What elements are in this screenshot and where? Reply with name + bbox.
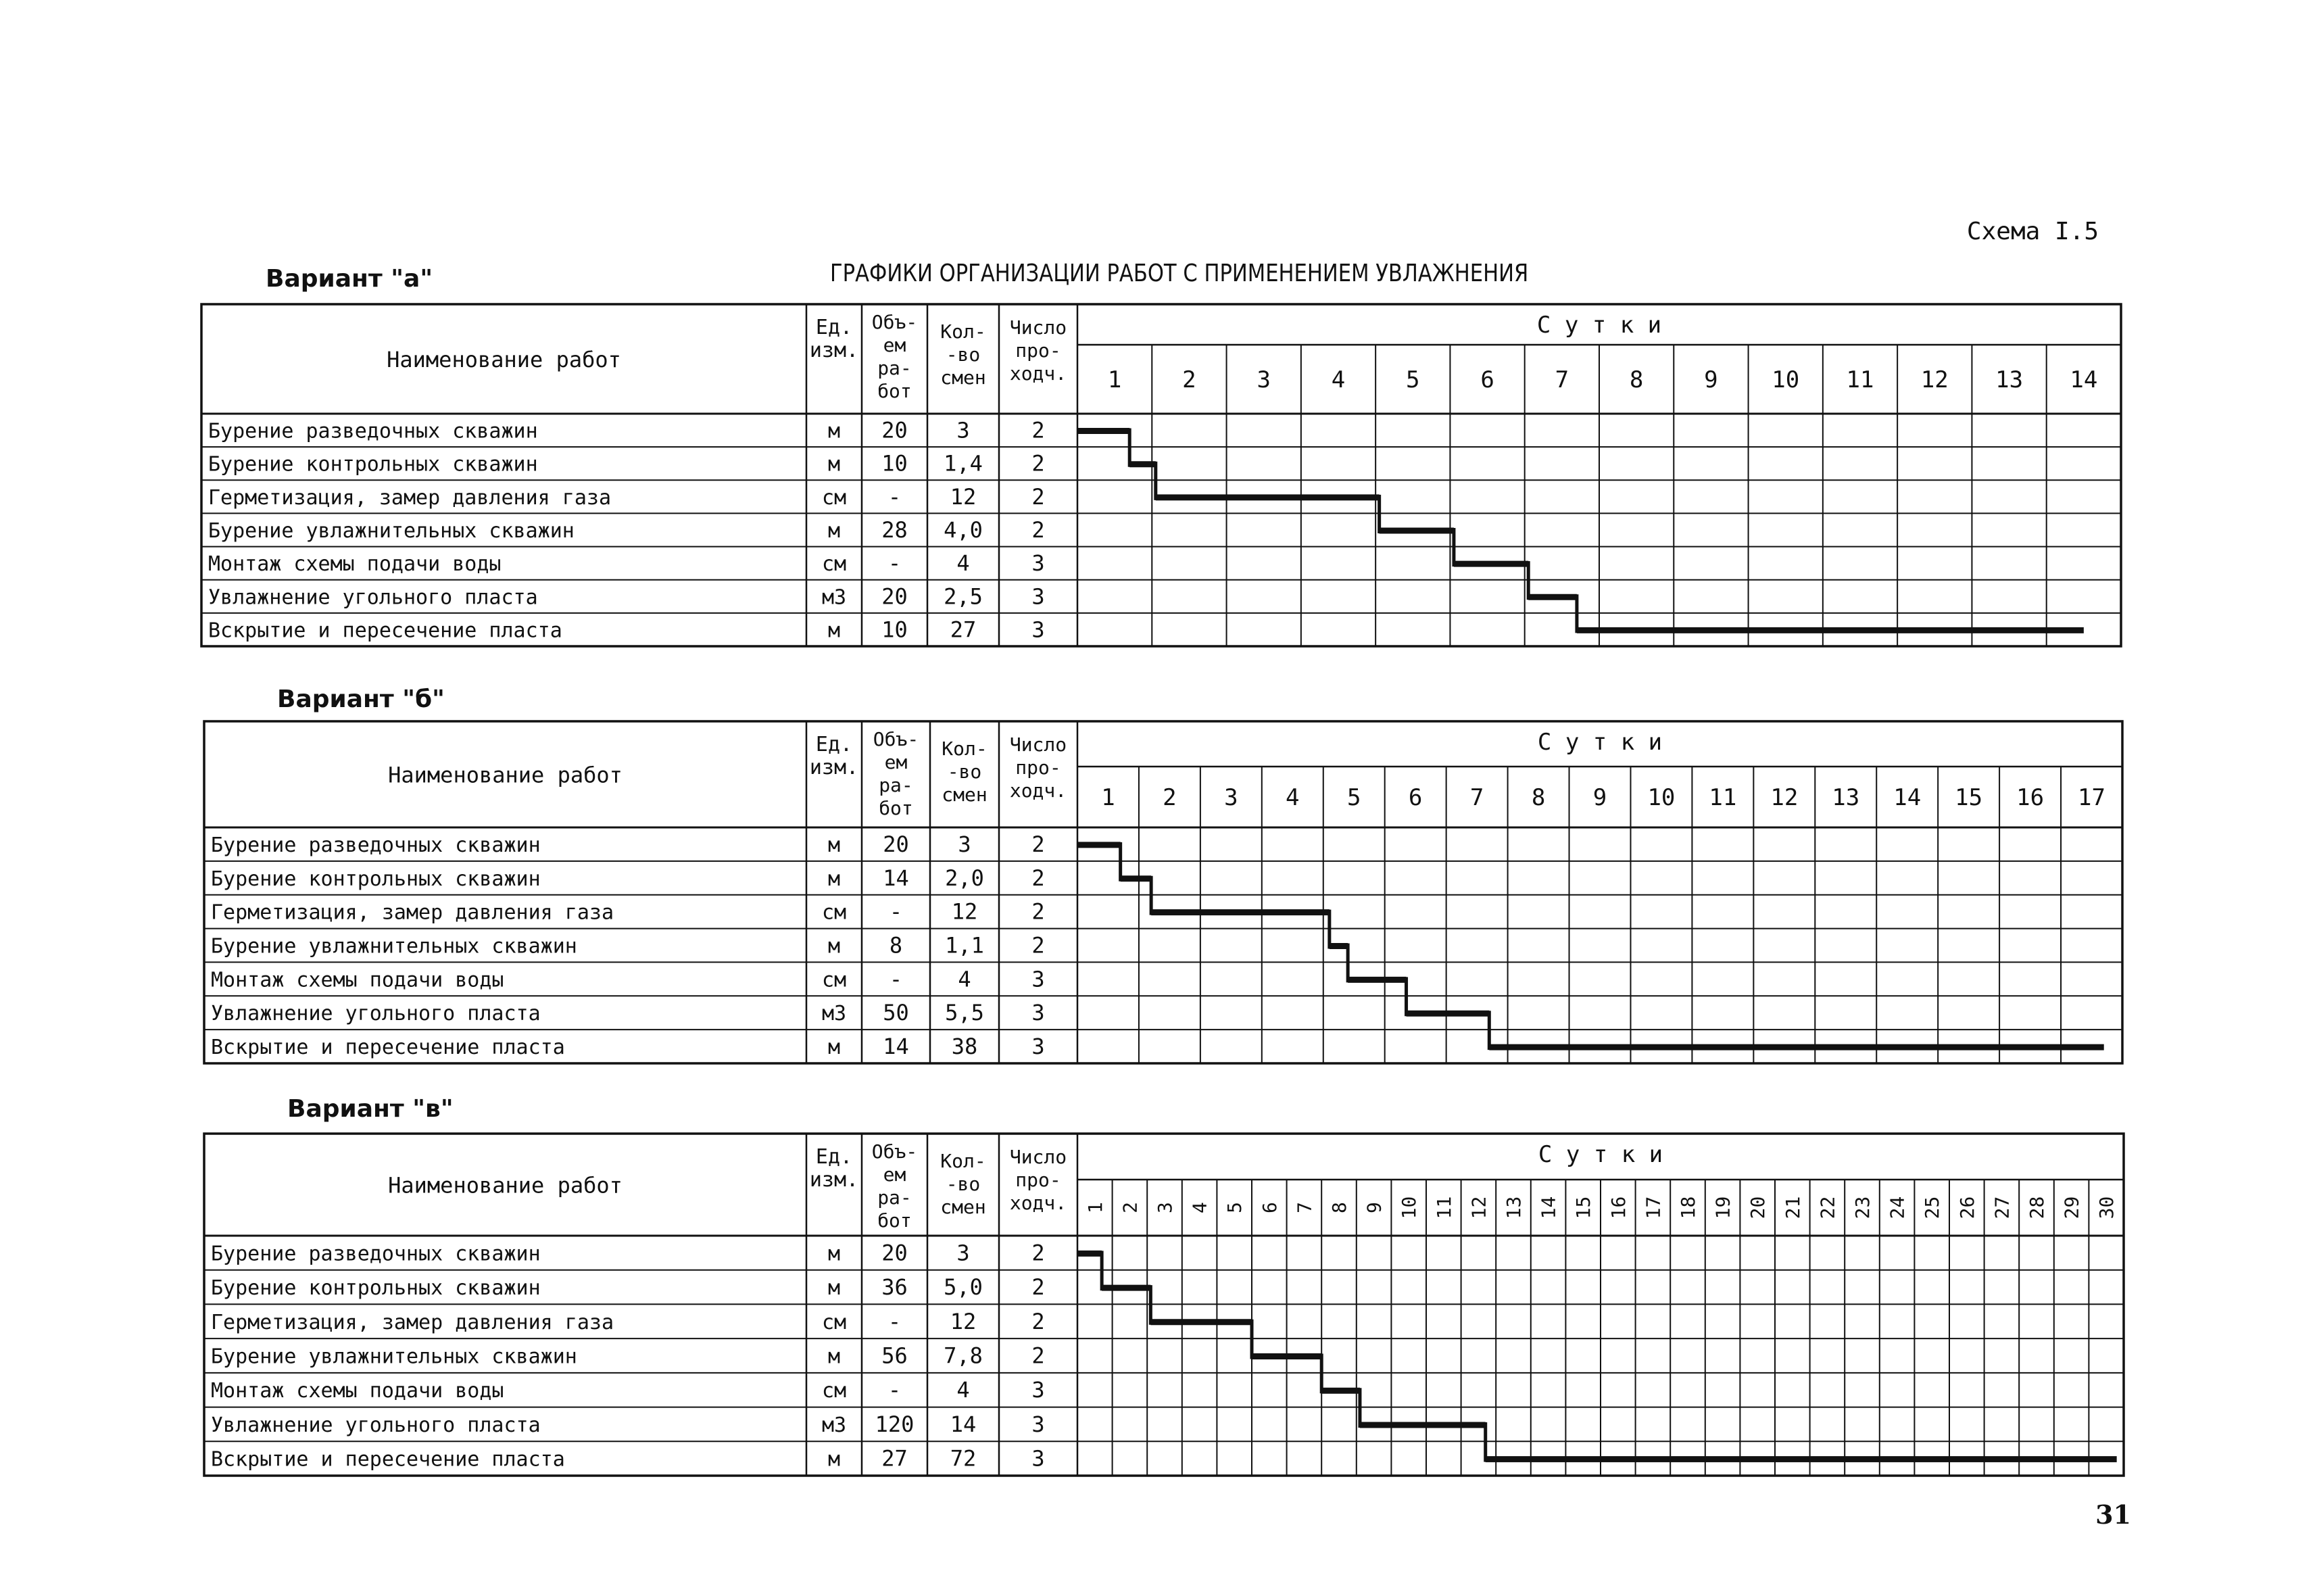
shifts-cell: 12 [950,483,977,510]
day-number: 29 [2060,1196,2083,1219]
day-number: 17 [2078,784,2106,811]
document-title: ГРАФИКИ ОРГАНИЗАЦИИ РАБОТ С ПРИМЕНЕНИЕМ УВЛАЖНЕНИЯ [830,260,1529,287]
day-number: 9 [1363,1202,1386,1213]
header-workers-line: про- [1015,339,1061,362]
unit-cell: м [827,1345,841,1369]
work-name-cell: Герметизация, замер давления газа [208,485,612,510]
day-number: 5 [1346,784,1361,811]
day-number: 13 [1832,784,1860,811]
work-name-cell: Монтаж схемы подачи воды [211,1379,504,1403]
volume-cell: 20 [881,583,908,610]
header-workers-line: Число [1009,316,1067,339]
day-number: 23 [1851,1196,1874,1219]
unit-cell: м3 [821,1413,847,1437]
workers-cell: 3 [1031,550,1045,577]
workers-cell: 3 [1031,1377,1045,1403]
day-number: 19 [1711,1196,1734,1219]
header-volume-line: бот [877,380,912,402]
day-number: 11 [1432,1196,1455,1219]
header-shifts-line: -во [946,343,981,366]
shifts-cell: 1,1 [945,932,984,959]
day-number: 5 [1406,366,1420,393]
header-workers-line: Число [1009,1146,1067,1168]
volume-cell: - [889,898,903,925]
shifts-cell: 1,4 [944,450,983,477]
volume-cell: 14 [883,1034,909,1060]
header-shifts-line: смен [940,366,986,389]
shifts-cell: 2,0 [945,865,984,891]
day-number: 6 [1258,1202,1281,1213]
day-number: 7 [1293,1202,1316,1213]
unit-cell: м [827,452,841,477]
workers-cell: 2 [1031,865,1045,891]
header-shifts-line: Кол- [940,1150,986,1172]
day-number: 17 [1642,1196,1665,1219]
shifts-cell: 4 [956,1377,970,1403]
day-number: 22 [1816,1196,1839,1219]
workers-cell: 3 [1031,1000,1045,1026]
day-number: 16 [1607,1196,1630,1219]
day-number: 13 [1503,1196,1525,1219]
volume-cell: 20 [883,831,909,857]
workers-cell: 2 [1031,483,1045,510]
volume-cell: 50 [883,1000,909,1026]
day-number: 12 [1920,366,1949,393]
header-name-of-works: Наименование работ [388,762,623,788]
shifts-cell: 72 [950,1445,977,1472]
work-name-cell: Бурение разведочных скважин [211,1242,541,1266]
header-workers-line: ходч. [1009,779,1067,802]
page-number: 31 [2095,1499,2131,1530]
workers-cell: 2 [1031,1240,1045,1266]
volume-cell: 14 [883,865,909,891]
workers-cell: 2 [1031,1274,1045,1301]
unit-cell: см [821,968,847,992]
header-volume-line: ра- [879,774,913,796]
header-volume-line: Объ- [871,1140,918,1163]
work-name-cell: Бурение контрольных скважин [211,867,541,891]
day-number: 15 [1572,1196,1595,1219]
day-number: 8 [1531,784,1546,811]
unit-cell: м [827,934,841,959]
header-volume-line: ра- [877,357,912,379]
header-workers-line: Число [1009,733,1067,756]
header-volume-line: ем [883,1163,906,1186]
day-number: 11 [1846,366,1874,393]
volume-cell: - [887,550,902,577]
work-name-cell: Вскрытие и пересечение пласта [211,1036,565,1060]
volume-cell: - [889,966,903,992]
unit-cell: м [827,867,841,891]
variant-b-label: Вариант "б" [277,685,445,713]
header-unit-line: изм. [809,1168,859,1192]
day-number: 10 [1398,1196,1421,1219]
volume-cell: 36 [881,1274,908,1301]
work-name-cell: Увлажнение угольного пласта [211,1413,541,1437]
volume-cell: - [887,483,902,510]
day-number: 25 [1921,1196,1944,1219]
day-number: 11 [1709,784,1737,811]
header-workers-line: про- [1015,756,1061,779]
volume-cell: 20 [881,417,908,443]
day-number: 2 [1182,366,1196,393]
volume-cell: - [887,1377,902,1403]
work-name-cell: Бурение разведочных скважин [208,419,538,443]
shifts-cell: 5,5 [945,1000,984,1026]
day-number: 1 [1101,784,1115,811]
shifts-cell: 4 [958,966,971,992]
volume-cell: 10 [881,616,908,643]
day-number: 6 [1408,784,1423,811]
variant-a-label: Вариант "а" [266,265,433,293]
shifts-cell: 5,0 [944,1274,983,1301]
work-name-cell: Увлажнение угольного пласта [211,1002,541,1026]
day-number: 9 [1592,784,1607,811]
day-number: 3 [1224,784,1238,811]
unit-cell: м3 [821,585,847,610]
volume-cell: 56 [881,1343,908,1369]
header-volume-line: ра- [877,1186,912,1209]
work-name-cell: Бурение увлажнительных скважин [211,1345,577,1369]
header-volume-line: бот [877,1209,912,1232]
unit-cell: м [827,1242,841,1266]
unit-cell: м [827,619,841,643]
day-number: 3 [1257,366,1271,393]
workers-cell: 3 [1031,1411,1045,1437]
workers-cell: 2 [1031,417,1045,443]
volume-cell: - [887,1308,902,1334]
shifts-cell: 3 [958,831,971,857]
day-number: 8 [1629,366,1644,393]
shifts-cell: 12 [951,898,978,925]
shifts-cell: 4,0 [944,517,983,543]
header-shifts-line: Кол- [942,737,988,760]
header-days: С у т к и [1537,729,1663,756]
day-number: 15 [1955,784,1983,811]
header-days: С у т к и [1538,1141,1663,1168]
day-number: 9 [1704,366,1718,393]
header-shifts-line: смен [940,1196,986,1218]
unit-cell: м [827,1036,841,1060]
workers-cell: 2 [1031,517,1045,543]
workers-cell: 2 [1031,1343,1045,1369]
work-name-cell: Вскрытие и пересечение пласта [208,619,562,643]
header-name-of-works: Наименование работ [388,1172,623,1199]
work-name-cell: Вскрытие и пересечение пласта [211,1447,565,1472]
shifts-cell: 2,5 [944,583,983,610]
shifts-cell: 14 [950,1411,977,1437]
workers-cell: 3 [1031,966,1045,992]
day-number: 3 [1154,1202,1176,1213]
header-unit-line: Ед. [815,733,853,756]
unit-cell: м3 [821,1002,847,1026]
unit-cell: м [827,833,841,857]
day-number: 14 [1537,1196,1560,1219]
unit-cell: м [827,1447,841,1472]
day-number: 10 [1772,366,1800,393]
shifts-cell: 3 [956,1240,970,1266]
day-number: 12 [1467,1196,1490,1219]
work-name-cell: Герметизация, замер давления газа [211,1310,614,1334]
header-shifts-line: смен [942,783,988,806]
unit-cell: м [827,419,841,443]
header-shifts-line: Кол- [940,320,986,343]
day-number: 24 [1886,1196,1909,1219]
day-number: 12 [1770,784,1799,811]
header-days: С у т к и [1536,312,1662,339]
volume-cell: 8 [889,932,903,959]
work-name-cell: Бурение увлажнительных скважин [208,519,575,543]
header-volume-line: Объ- [871,311,918,333]
workers-cell: 2 [1031,831,1045,857]
workers-cell: 2 [1031,1308,1045,1334]
header-name-of-works: Наименование работ [387,347,621,372]
day-number: 4 [1331,366,1346,393]
shifts-cell: 27 [950,616,977,643]
header-unit-line: изм. [809,339,859,362]
unit-cell: см [821,1310,847,1334]
header-workers-line: про- [1015,1169,1061,1191]
workers-cell: 3 [1031,1034,1045,1060]
header-workers-line: ходч. [1009,362,1067,385]
day-number: 1 [1083,1202,1106,1213]
day-number: 6 [1480,366,1494,393]
day-number: 7 [1555,366,1569,393]
workers-cell: 3 [1031,616,1045,643]
volume-cell: 28 [881,517,908,543]
day-number: 14 [1893,784,1922,811]
header-shifts-line: -во [946,1173,981,1195]
work-name-cell: Бурение контрольных скважин [211,1276,541,1301]
work-name-cell: Бурение контрольных скважин [208,452,538,477]
volume-cell: 27 [881,1445,908,1472]
day-number: 20 [1747,1196,1770,1219]
workers-cell: 2 [1031,932,1045,959]
header-volume-line: бот [879,797,913,819]
volume-cell: 120 [875,1411,915,1437]
day-number: 30 [2095,1196,2118,1219]
work-name-cell: Увлажнение угольного пласта [208,585,538,610]
workers-cell: 2 [1031,898,1045,925]
day-number: 16 [2016,784,2045,811]
workers-cell: 3 [1031,1445,1045,1472]
header-unit-line: Ед. [815,1145,853,1169]
day-number: 8 [1328,1202,1350,1213]
unit-cell: м [827,519,841,543]
day-number: 2 [1163,784,1177,811]
work-name-cell: Монтаж схемы подачи воды [208,552,502,577]
header-workers-line: ходч. [1009,1192,1067,1214]
unit-cell: см [821,485,847,510]
workers-cell: 3 [1031,583,1045,610]
day-number: 27 [1991,1196,2014,1219]
work-name-cell: Бурение разведочных скважин [211,833,541,857]
header-shifts-line: -во [947,760,982,783]
header-volume-line: ем [884,751,908,773]
day-number: 18 [1677,1196,1699,1219]
unit-cell: см [821,1379,847,1403]
day-number: 2 [1119,1202,1142,1213]
shifts-cell: 7,8 [944,1343,983,1369]
scheme-label: Схема I.5 [1966,218,2099,245]
work-name-cell: Бурение увлажнительных скважин [211,934,577,959]
shifts-cell: 3 [956,417,970,443]
volume-cell: 10 [881,450,908,477]
day-number: 1 [1107,366,1122,393]
day-number: 7 [1469,784,1484,811]
shifts-cell: 4 [956,550,970,577]
day-number: 28 [2026,1196,2048,1219]
work-name-cell: Монтаж схемы подачи воды [211,968,504,992]
day-number: 4 [1286,784,1300,811]
unit-cell: см [821,552,847,577]
day-number: 13 [1995,366,2024,393]
day-number: 4 [1188,1202,1211,1213]
day-number: 5 [1223,1202,1246,1213]
day-number: 14 [2070,366,2098,393]
header-volume-line: ем [883,334,906,356]
volume-cell: 20 [881,1240,908,1266]
variant-c-label: Вариант "в" [287,1095,454,1123]
unit-cell: м [827,1276,841,1301]
day-number: 26 [1955,1196,1978,1219]
header-volume-line: Объ- [873,728,919,750]
workers-cell: 2 [1031,450,1045,477]
day-number: 21 [1781,1196,1804,1219]
work-name-cell: Герметизация, замер давления газа [211,900,614,925]
unit-cell: см [821,900,847,925]
header-unit-line: Ед. [815,316,853,339]
day-number: 10 [1647,784,1676,811]
shifts-cell: 38 [951,1034,978,1060]
header-unit-line: изм. [809,756,859,779]
shifts-cell: 12 [950,1308,977,1334]
